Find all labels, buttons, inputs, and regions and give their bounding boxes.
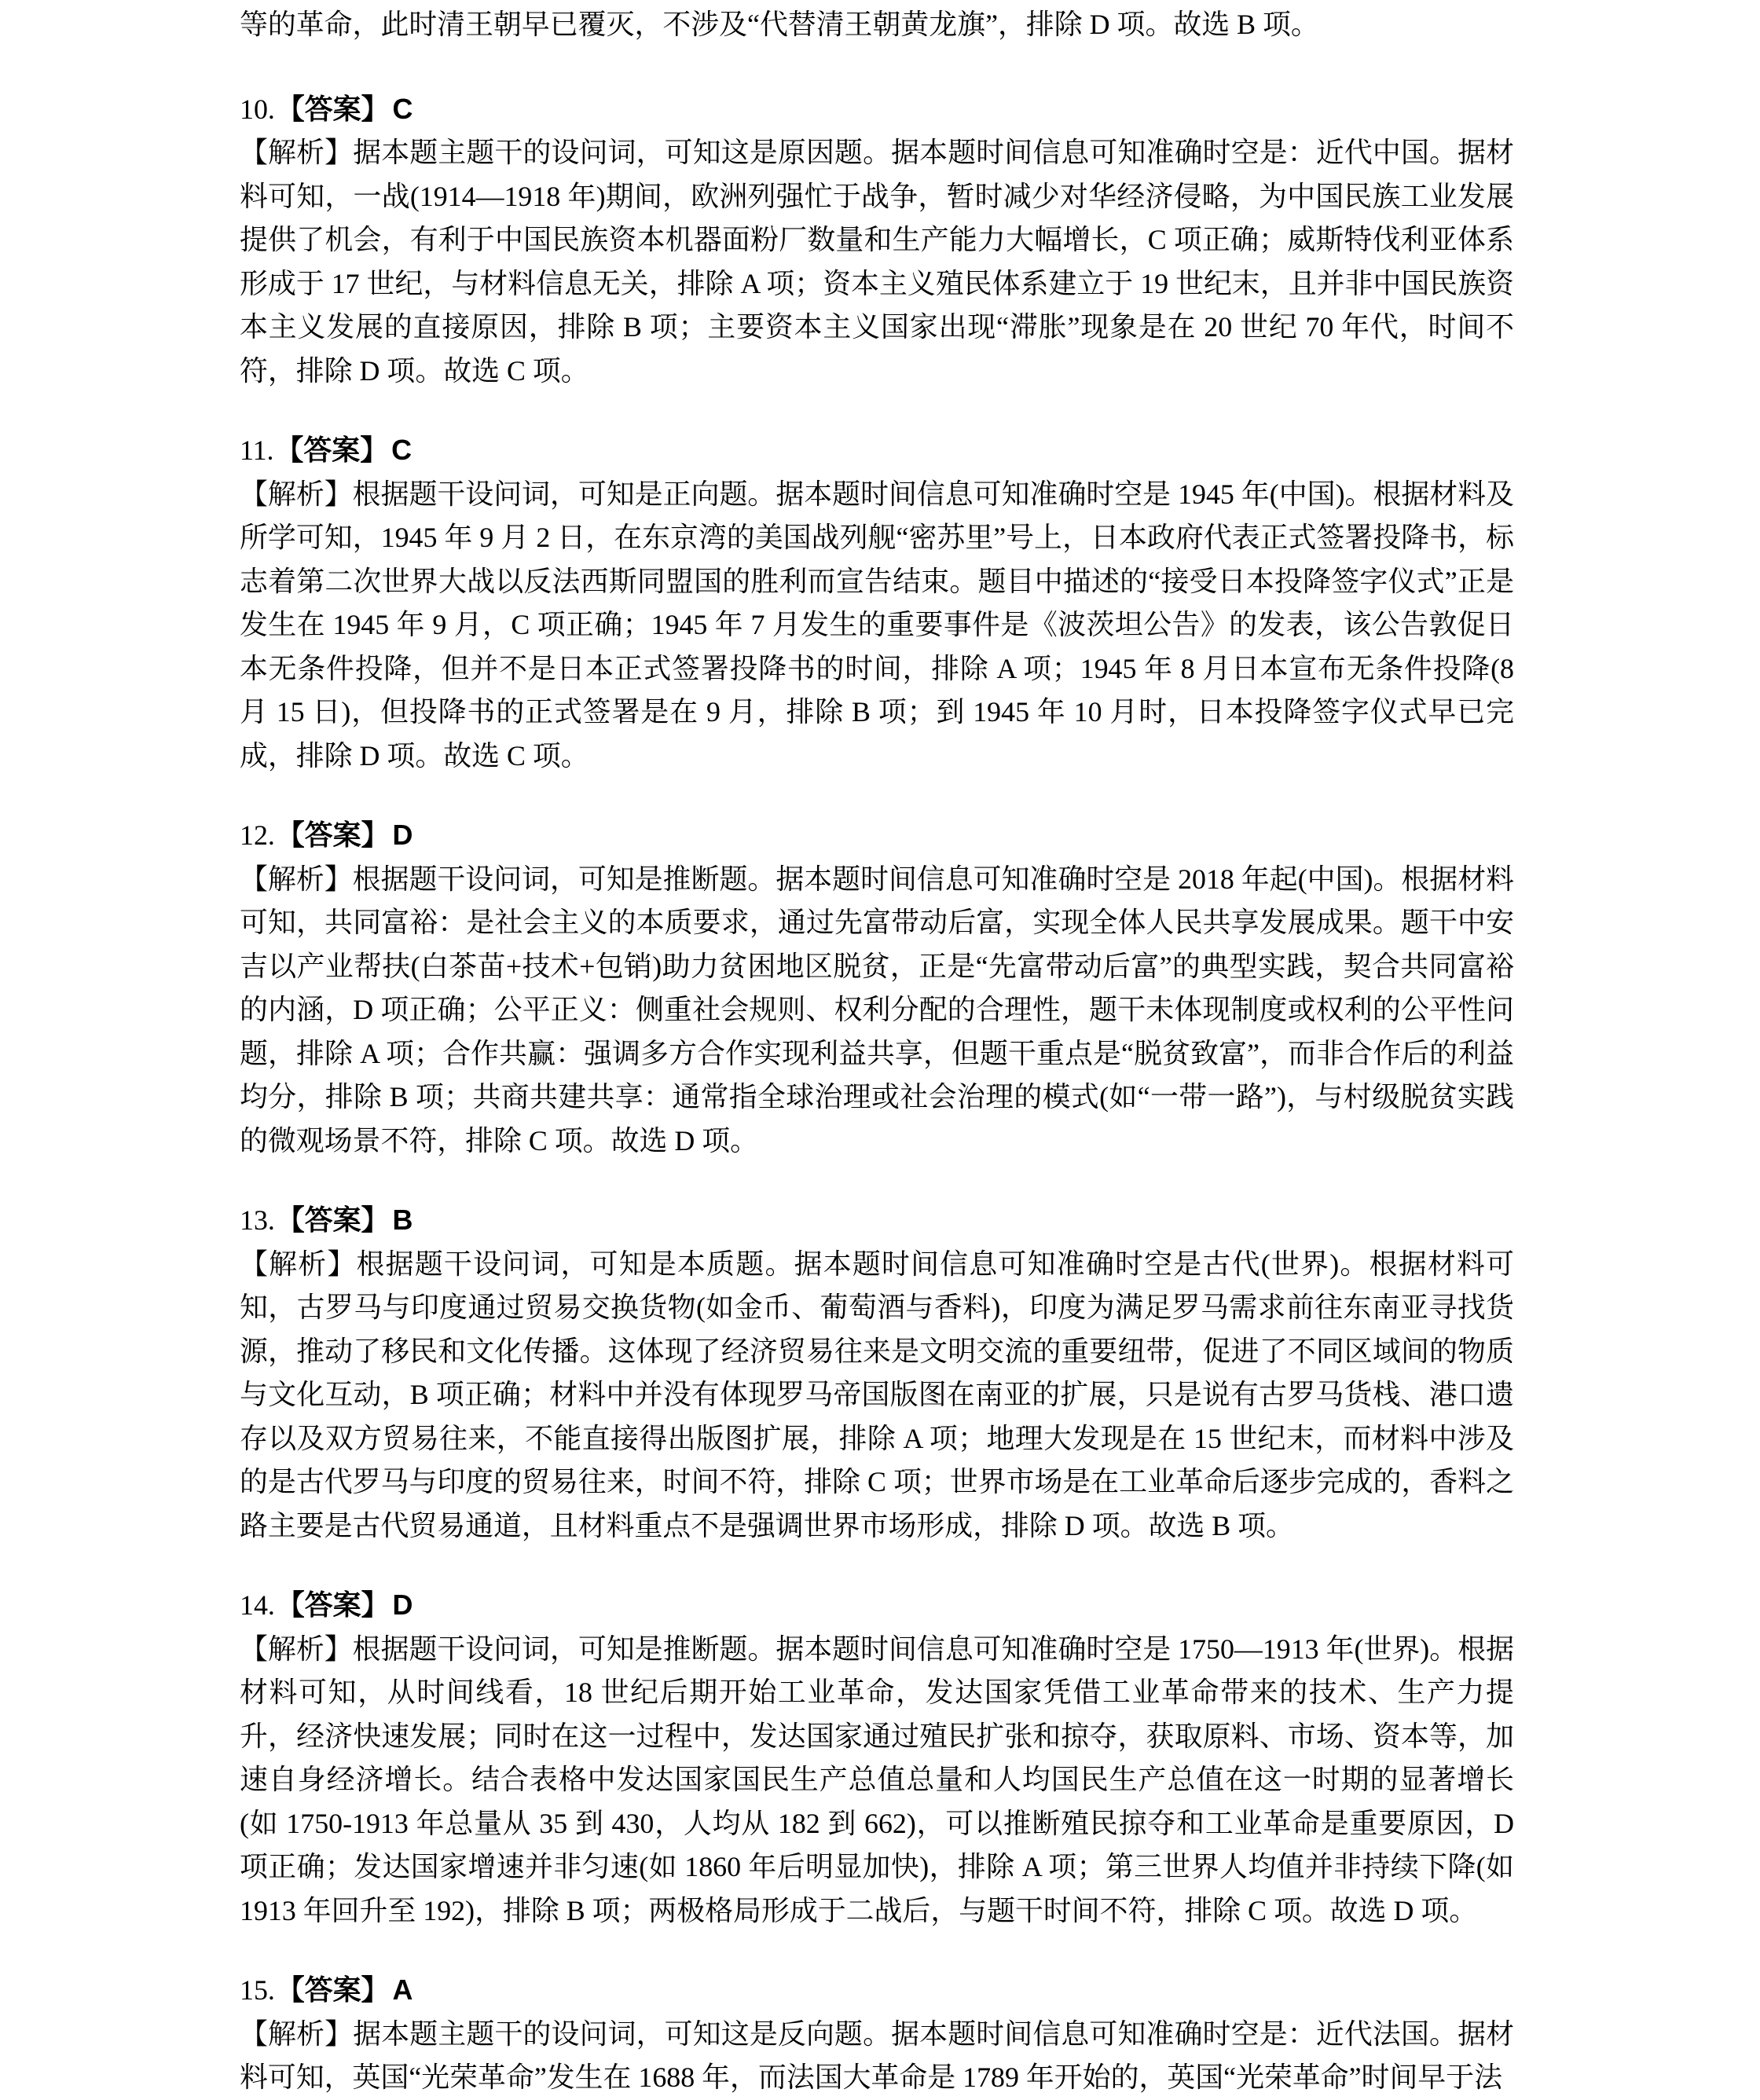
answer-section-13: [240, 1199, 1514, 1548]
analysis-text: 根据题干设问词，可知是本质题。据本题时间信息可知准确时空是古代(世界)。根据材料可知，古罗马与印度通过贸易交换货物(如金币、葡萄酒与香料)，印度为满足罗马需求前往东南亚寻找货源，推动了移民和文化传播。这体现了经济贸易往来是文明交流的重要纽带，促进了不同区域间的物质与文化互动，B 项正确；材料中并没有体现罗马帝国版图在南亚的扩展，只是说有古罗马货栈、港口遗存以及双方贸易往来，不能直接得出版图扩展，排除 A 项；地理大发现是在 15 世纪末，而材料中涉及的是古代罗马与印度的贸易往来，时间不符，排除 C 项；世界市场是在工业革命后逐步完成的，香料之路主要是古代贸易通道，且材料重点不是强调世界市场形成，排除 D 项。故选 B 项。: [240, 1248, 1514, 1541]
analysis-paragraph: [240, 1243, 1514, 1548]
answer-heading: [240, 429, 1514, 473]
answer-label: 【答案】: [275, 434, 389, 466]
analysis-paragraph: [240, 2013, 1514, 2100]
answer-label: 【答案】: [276, 1589, 390, 1621]
analysis-text: 据本题主题干的设问词，可知这是原因题。据本题时间信息可知准确时空是：近代中国。据材料可知，一战(1914—1918 年)期间，欧洲列强忙于战争，暂时减少对华经济侵略，为中国民族工业发展提供了机会，有利于中国民族资本机器面粉厂数量和生产能力大幅增长，C 项正确；威斯特伐利亚体系形成于 17 世纪，与材料信息无关，排除 A 项；资本主义殖民体系建立于 19 世纪末，且并非中国民族资本主义发展的直接原因，排除 B 项；主要资本主义国家出现“滞胀”现象是在 20 世纪 70 年代，时间不符，排除 D 项。故选 C 项。: [240, 137, 1515, 387]
answer-letter: C: [392, 93, 413, 125]
answer-letter: D: [392, 1589, 413, 1621]
answer-letter: B: [392, 1204, 413, 1236]
answer-section-15: [240, 1969, 1514, 2100]
analysis-label: 【解析】: [240, 2018, 354, 2050]
answer-label: 【答案】: [276, 93, 390, 125]
question-number: 11.: [240, 434, 274, 466]
analysis-paragraph: [240, 1628, 1514, 1933]
analysis-paragraph: [240, 858, 1514, 1164]
analysis-paragraph: [240, 131, 1514, 393]
answer-section-14: [240, 1584, 1514, 1933]
analysis-text: 根据题干设问词，可知是正向题。据本题时间信息可知准确时空是 1945 年(中国)。根据材料及所学可知，1945 年 9 月 2 日，在东京湾的美国战列舰“密苏里”号上，日本政府代表正式签署投降书，标志着第二次世界大战以反法西斯同盟国的胜利而宣告结束。题目中描述的“接受日本投降签字仪式”正是发生在 1945 年 9 月，C 项正确；1945 年 7 月发生的重要事件是《波茨坦公告》的发表，该公告敦促日本无条件投降，但并不是日本正式签署投降书的时间，排除 A 项；1945 年 8 月日本宣布无条件投降(8 月 15 日)，但投降书的正式签署是在 9 月，排除 B 项；到 1945 年 10 月时，日本投降签字仪式早已完成，排除 D 项。故选 C 项。: [240, 478, 1514, 771]
analysis-label: 【解析】: [240, 478, 353, 510]
answer-heading: [240, 1584, 1514, 1628]
analysis-label: 【解析】: [240, 863, 353, 895]
answer-section-10: [240, 88, 1514, 394]
answer-letter: D: [392, 819, 413, 851]
analysis-label: 【解析】: [240, 1248, 357, 1280]
question-number: 10.: [240, 93, 275, 125]
question-number: 15.: [240, 1974, 275, 2006]
analysis-label: 【解析】: [240, 1633, 353, 1665]
answer-label: 【答案】: [276, 1974, 390, 2006]
answer-heading: [240, 814, 1514, 858]
analysis-text: 根据题干设问词，可知是推断题。据本题时间信息可知准确时空是 2018 年起(中国)。根据材料可知，共同富裕：是社会主义的本质要求，通过先富带动后富，实现全体人民共享发展成果。题干中安吉以产业帮扶(白茶苗+技术+包销)助力贫困地区脱贫，正是“先富带动后富”的典型实践，契合共同富裕的内涵，D 项正确；公平正义：侧重社会规则、权利分配的合理性，题干未体现制度或权利的公平性问题，排除 A 项；合作共赢：强调多方合作实现利益共享，但题干重点是“脱贫致富”，而非合作后的利益均分，排除 B 项；共商共建共享：通常指全球治理或社会治理的模式(如“一带一路”)，与村级脱贫实践的微观场景不符，排除 C 项。故选 D 项。: [240, 863, 1514, 1156]
document-page: [240, 0, 1514, 2100]
analysis-label: 【解析】: [240, 137, 354, 168]
answer-letter: A: [392, 1974, 413, 2006]
continuation-paragraph: 等的革命，此时清王朝早已覆灭，不涉及“代替清王朝黄龙旗”，排除 D 项。故选 B 项。: [240, 9, 1319, 40]
question-number: 14.: [240, 1589, 275, 1621]
answer-section-12: [240, 814, 1514, 1163]
answer-letter: C: [391, 434, 412, 466]
analysis-paragraph: [240, 473, 1514, 779]
answer-label: 【答案】: [276, 1204, 390, 1236]
analysis-text: 根据题干设问词，可知是推断题。据本题时间信息可知准确时空是 1750—1913 年(世界)。根据材料可知，从时间线看，18 世纪后期开始工业革命，发达国家凭借工业革命带来的技术、生产力提升，经济快速发展；同时在这一过程中，发达国家通过殖民扩张和掠夺，获取原料、市场、资本等，加速自身经济增长。结合表格中发达国家国民生产总值总量和人均国民生产总值在这一时期的显著增长(如 1750-1913 年总量从 35 到 430，人均从 182 到 662)，可以推断殖民掠夺和工业革命是重要原因，D 项正确；发达国家增速并非匀速(如 1860 年后明显加快)，排除 A 项；第三世界人均值并非持续下降(如 1913 年回升至 192)，排除 B 项；两极格局形成于二战后，与题干时间不符，排除 C 项。故选 D 项。: [240, 1633, 1514, 1926]
answer-heading: [240, 1969, 1514, 2013]
answer-section-11: [240, 429, 1514, 778]
answer-label: 【答案】: [276, 819, 390, 851]
question-number: 13.: [240, 1204, 275, 1236]
answer-heading: [240, 88, 1514, 132]
analysis-text: 据本题主题干的设问词，可知这是反向题。据本题时间信息可知准确时空是：近代法国。据材料可知，英国“光荣革命”发生在 1688 年，而法国大革命是 1789 年开始的，英国“光荣革命”时间早于法: [240, 2018, 1515, 2093]
question-number: 12.: [240, 819, 275, 851]
answer-heading: [240, 1199, 1514, 1243]
